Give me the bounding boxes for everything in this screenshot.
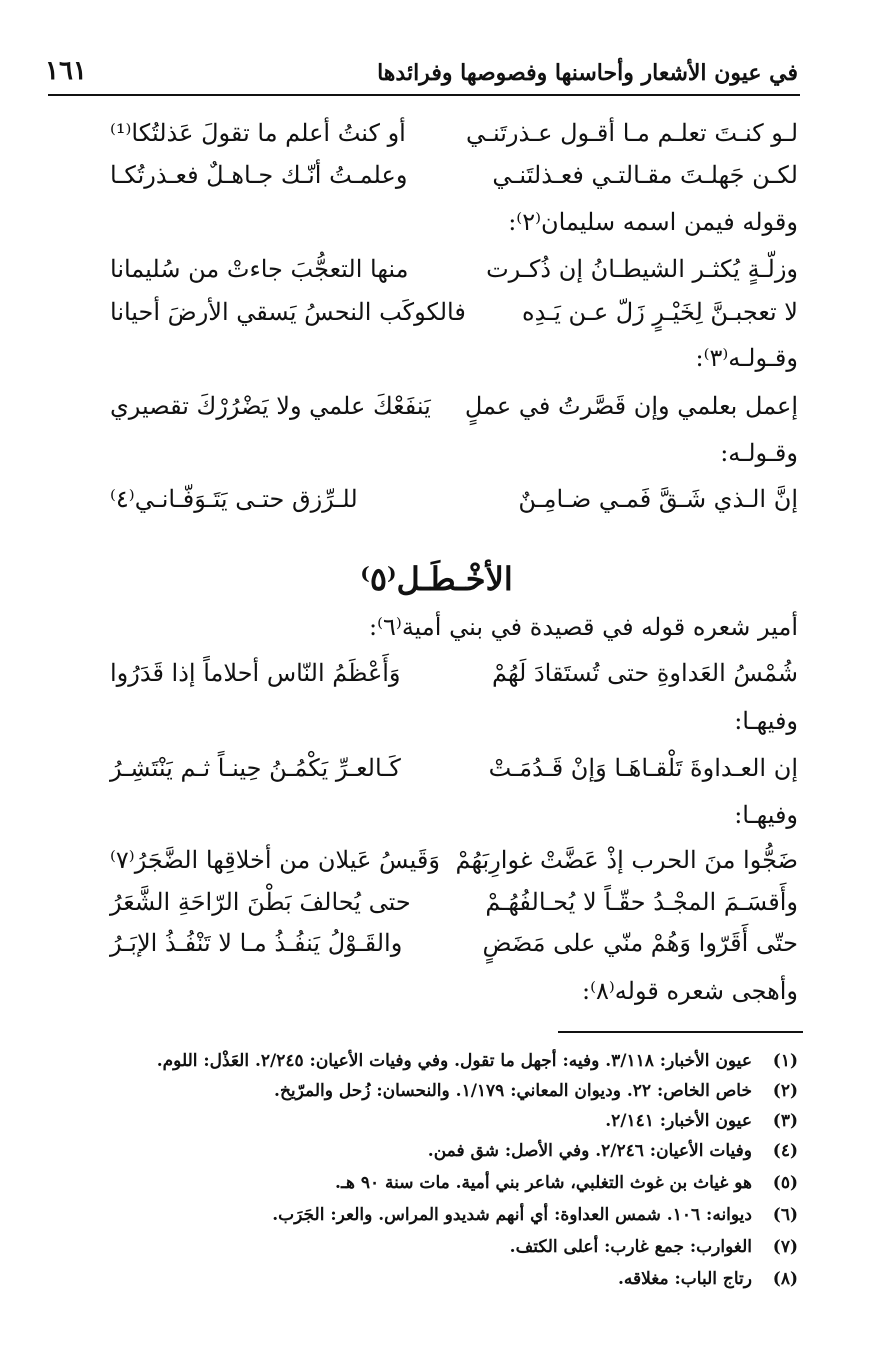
footnote-text: رتاج الباب: مغلاقه. (617, 1269, 752, 1289)
footnote (510, 1236, 798, 1258)
verse-8-right: إن العـداوةَ تَلْقـاهَـا وَإنْ قَـدُمَـتْ (488, 754, 798, 782)
verse-11-right: حتّى أَقَرّوا وَهُمْ منّي على مَضَضٍ (482, 929, 798, 957)
footnote (428, 1140, 798, 1162)
header-rule (48, 94, 800, 96)
footnote-rule (558, 1031, 803, 1033)
verse-9-right: ضَجُّوا منَ الحرب إذْ عَضَّتْ غوارِبَهُمْ (455, 846, 798, 874)
prose-line: وفيهـا: (734, 801, 798, 829)
page-number: ١٦١ (45, 56, 87, 86)
verse-3-left: منها التعجُّبَ جاءتْ من سُليمانا (110, 255, 409, 283)
verse-5-right: إعمل بعلمي وإن قَصَّرتُ في عملٍ (464, 392, 798, 420)
prose-line: وأهجى شعره قوله⁽٨⁾: (582, 977, 798, 1005)
footnote (157, 1050, 798, 1072)
running-header: في عيون الأشعار وأحاسنها وفصوصها وفرائدها (377, 60, 798, 86)
verse-6-right: إنَّ الـذي شَـقَّ فَمـي ضـامِـنٌ (518, 485, 798, 513)
verse-8-left: كَـالعـرِّ يَكْمُـنُ حِينـاً ثـم يَنْتَشِـرُ (110, 754, 401, 782)
prose-line: وقـولـه⁽٣⁾: (695, 344, 798, 372)
footnote (272, 1204, 798, 1226)
footnote-text: هو غياث بن غوث التغلبي، شاعر بني أمية. مات سنة ٩٠ هـ. (335, 1173, 752, 1193)
verse-7-left: وَأَعْظَمُ النّاس أحلاماً إذا قَدَرُوا (110, 659, 401, 687)
prose-line: أمير شعره قوله في قصيدة في بني أمية⁽٦⁾: (369, 613, 798, 641)
verse-10-right: وأَقسَـمَ المجْـدُ حقّـاً لا يُحـالفُهُـمْ (485, 888, 798, 916)
footnote-number: (٢) (772, 1081, 798, 1101)
verse-4-left: فالكوكَب النحسُ يَسقي الأرضَ أحيانا (110, 298, 466, 326)
verse-4-right: لا تعجبـنَّ لِخَيْـرٍ زَلّ عـن يَـدِه (522, 298, 798, 326)
footnote-number: (٨) (772, 1269, 798, 1289)
verse-7-right: شُمْسُ العَداوةِ حتى تُستَقادَ لَهُمْ (492, 659, 798, 687)
footnote-number: (٥) (772, 1173, 798, 1193)
footnote-text: خاص الخاص: ٢٢. وديوان المعاني: ١/١٧٩. والنحسان: زُحل والمرّيخ. (274, 1081, 752, 1101)
footnote-text: الغوارب: جمع غارب: أعلى الكتف. (509, 1237, 752, 1257)
footnote-number: (٤) (772, 1141, 798, 1161)
footnote-number: (٧) (772, 1237, 798, 1257)
verse-9-left: وَقَيسُ عَيلان من أخلاقِها الضَّجَرُ⁽٧⁾ (110, 846, 440, 874)
footnote-number: (٣) (772, 1111, 798, 1131)
footnote (618, 1268, 798, 1290)
prose-line: وقوله فيمن اسمه سليمان⁽٢⁾: (508, 208, 798, 236)
verse-11-left: والقَـوْلُ يَنفُـذُ مـا لا تَنْفُـذُ الإبَـرُ (110, 929, 403, 957)
verse-2-left: وعلمـتُ أنّـك جـاهـلٌ فعـذرتُكـا (110, 161, 408, 189)
prose-line: وفيهـا: (734, 707, 798, 735)
verse-2-right: لكـن جَهلـتَ مقـالتـي فعـذلتَنـي (492, 161, 798, 189)
footnote (335, 1172, 798, 1194)
footnote (605, 1110, 798, 1132)
footnote-number: (٦) (772, 1205, 798, 1225)
footnote (274, 1080, 798, 1102)
verse-1-right: لـو كنـتَ تعلـم مـا أقـول عـذرتَنـي (465, 119, 798, 147)
verse-5-left: يَنفَعْكَ علمي ولا يَضْرُرْكَ تقصيري (110, 392, 431, 420)
verse-6-left: للـرِّزق حتـى يَتَـوَفّـانـي⁽٤⁾ (110, 485, 358, 513)
footnote-text: عيون الأخبار: ٢/١٤١. (605, 1111, 752, 1131)
verse-1-left: أو كنتُ أعلم ما تقولَ عَذلتُكا⁽¹⁾ (110, 119, 406, 147)
footnote-text: ديوانه: ١٠٦. شمس العداوة: أي أنهم شديدو المراس. والعر: الجَرَب. (272, 1205, 752, 1225)
verse-10-left: حتى يُحالفَ بَطْنَ الرّاحَةِ الشَّعَرُ (110, 888, 411, 916)
section-title: الأخْـطَـل⁽٥⁾ (360, 560, 513, 598)
footnote-text: عيون الأخبار: ٣/١١٨. وفيه: أجهل ما تقول. وفي وفيات الأعيان: ٢/٢٤٥. العَذْل: اللوم. (156, 1051, 752, 1071)
footnote-text: وفيات الأعيان: ٢/٢٤٦. وفي الأصل: شق فمن. (427, 1141, 752, 1161)
footnote-number: (١) (772, 1051, 798, 1071)
prose-line: وقـولـه: (720, 439, 798, 467)
verse-3-right: وزلّـةٍ يُكثـر الشيطـانُ إن ذُكـرت (486, 255, 798, 283)
